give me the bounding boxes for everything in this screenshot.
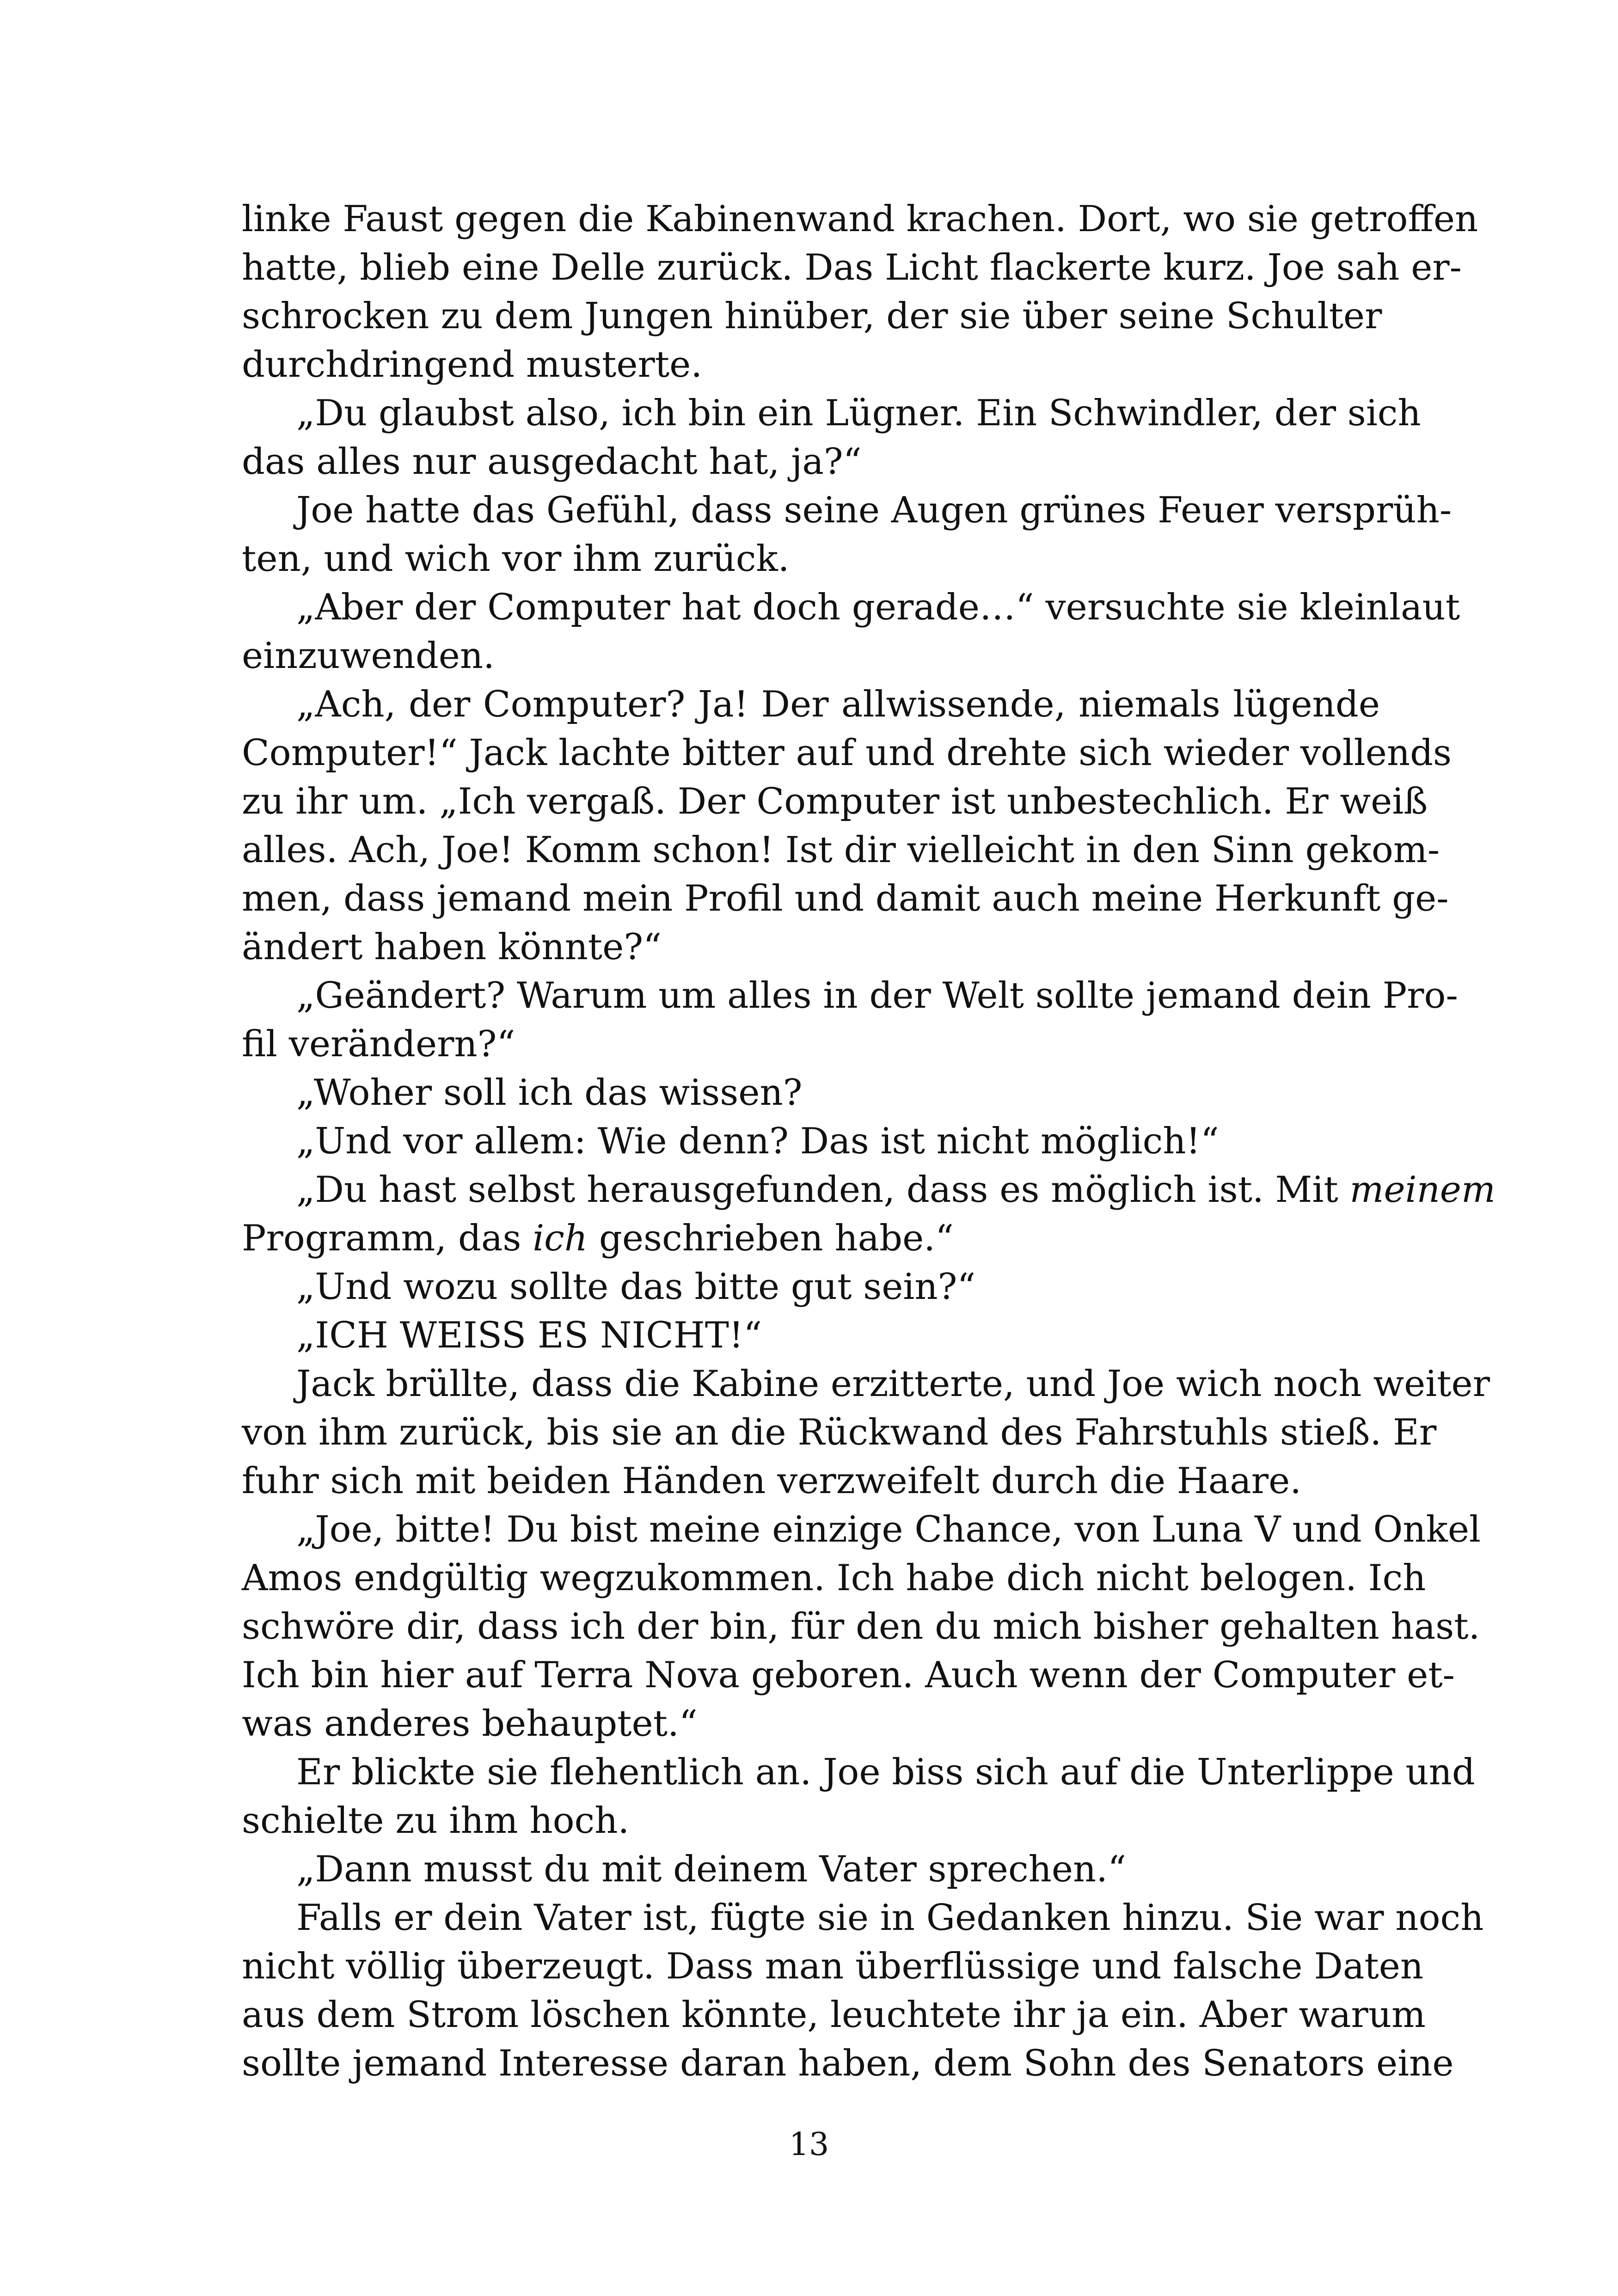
text-line: zu ihr um. „Ich vergaß. Der Computer ist unbestechlich. Er weiß (242, 781, 1428, 822)
text-line: Falls er dein Vater ist, fügte sie in Gedanken hinzu. Sie war noch (296, 1897, 1484, 1939)
text-line: aus dem Strom löschen könnte, leuchtete ihr ja ein. Aber warum (242, 1994, 1426, 2036)
text-line: schielte zu ihm hoch. (242, 1800, 630, 1842)
text-line (242, 1166, 1495, 1214)
text-line: „Aber der Computer hat doch gerade…“ versuchte sie kleinlaut (296, 587, 1460, 628)
text-line: „Ach, der Computer? Ja! Der allwissende, niemals lügende (296, 684, 1380, 725)
text-line: alles. Ach, Joe! Komm schon! Ist dir vielleicht in den Sinn gekom- (242, 829, 1440, 871)
text-line: ten, und wich vor ihm zurück. (242, 538, 790, 580)
text-line: Amos endgültig wegzukommen. Ich habe dich nicht belogen. Ich (242, 1557, 1426, 1599)
text-span: geschrieben habe.“ (588, 1218, 954, 1259)
text-line: das alles nur ausgedacht hat, ja?“ (242, 441, 862, 483)
text-line: „Woher soll ich das wissen? (296, 1072, 803, 1114)
text-line: was anderes behauptet.“ (242, 1703, 698, 1745)
text-line: nicht völlig überzeugt. Dass man überflüssige und falsche Daten (242, 1946, 1424, 1987)
text-line: schrocken zu dem Jungen hinüber, der sie über seine Schulter (242, 295, 1382, 337)
text-line: einzuwenden. (242, 635, 495, 677)
text-line: von ihm zurück, bis sie an die Rückwand des Fahrstuhls stieß. Er (242, 1412, 1437, 1453)
text-line: men, dass jemand mein Profil und damit auch meine Herkunft ge- (242, 878, 1449, 919)
text-span: „Du hast selbst herausgefunden, dass es möglich ist. Mit (296, 1169, 1350, 1211)
text-line: „Joe, bitte! Du bist meine einzige Chance, von Luna V und Onkel (296, 1509, 1481, 1550)
text-line: fuhr sich mit beiden Händen verzweifelt durch die Haare. (242, 1460, 1302, 1502)
text-line: „Geändert? Warum um alles in der Welt sollte jemand dein Pro- (296, 975, 1458, 1016)
text-line: schwöre dir, dass ich der bin, für den du mich bisher gehalten hast. (242, 1606, 1480, 1647)
text-line (242, 1214, 1380, 1263)
emphasis-text: ich (533, 1218, 588, 1259)
text-span: Programm, das (242, 1218, 533, 1259)
text-line: „ICH WEISS ES NICHT!“ (296, 1315, 762, 1356)
text-line: linke Faust gegen die Kabinenwand krachen. Dort, wo sie getroffen (242, 198, 1478, 240)
text-line: „Und vor allem: Wie denn? Das ist nicht möglich!“ (296, 1120, 1219, 1162)
text-line: Joe hatte das Gefühl, dass seine Augen grünes Feuer versprüh- (296, 490, 1452, 531)
text-line: Ich bin hier auf Terra Nova geboren. Auch wenn der Computer et- (242, 1654, 1455, 1696)
text-line: „Du glaubst also, ich bin ein Lügner. Ein Schwindler, der sich (296, 392, 1421, 434)
text-line: Er blickte sie flehentlich an. Joe biss sich auf die Unterlippe und (296, 1751, 1475, 1793)
text-line: Jack brüllte, dass die Kabine erzitterte, und Joe wich noch weiter (296, 1363, 1490, 1405)
text-line: durchdringend musterte. (242, 344, 703, 386)
text-line: Computer!“ Jack lachte bitter auf und drehte sich wieder vollends (242, 732, 1452, 774)
text-line: „Und wozu sollte das bitte gut sein?“ (296, 1266, 976, 1308)
body-text (242, 195, 1495, 2088)
emphasis-text: meinem (1349, 1169, 1495, 1211)
text-line: „Dann musst du mit deinem Vater sprechen.“ (296, 1849, 1126, 1890)
text-line: fil verändern?“ (242, 1023, 515, 1065)
page-number: 13 (789, 2126, 829, 2163)
text-line: hatte, blieb eine Delle zurück. Das Licht flackerte kurz. Joe sah er- (242, 247, 1462, 288)
text-line: ändert haben könnte?“ (242, 926, 662, 968)
text-line: sollte jemand Interesse daran haben, dem Sohn des Senators eine (242, 2043, 1454, 2084)
